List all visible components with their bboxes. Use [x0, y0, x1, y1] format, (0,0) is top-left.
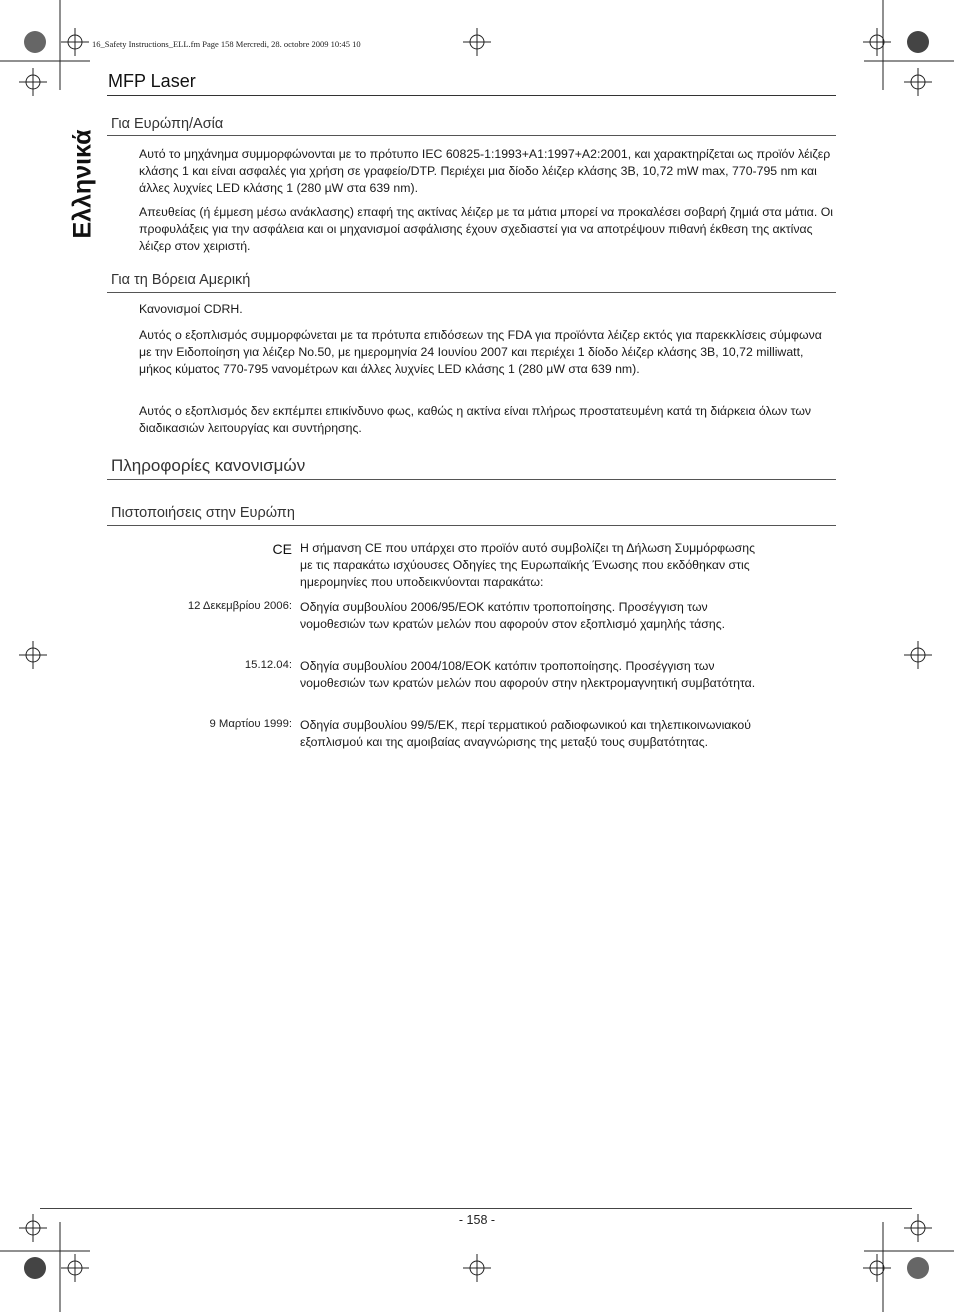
paragraph-text: Αυτό το μηχάνημα συμμορφώνονται με το πρότυπο IEC 60825-1:1993+A1:1997+A2:2001, και χαρακτηρίζεται ως προϊόν λέιζερ κλάσης 1 και είναι ασφαλές για χρήση σε γραφείο/DTP. Περιέχει μια δίοδο λέιζερ κλάσης 3B, 10,72 mW max, 770-795 nm και άλλες λυχνίες LED κλάσης 1 (280 µW στα 639 nm). — [139, 147, 831, 195]
section-rule — [107, 135, 836, 136]
ce-mark: CE — [272, 541, 292, 557]
language-label: Ελληνικά — [68, 129, 97, 239]
directive-text: Οδηγία συμβουλίου 2006/95/ΕΟΚ κατόπιν τροποποίησης. Προσέγγιση των νομοθεσιών των κρατών μελών που αφορούν στον εξοπλισμό χαμηλής τάσης. — [300, 600, 726, 631]
directive-date: 15.12.04: — [244, 659, 292, 671]
language-side-tab — [58, 128, 108, 240]
ce-description: Η σήμανση CE που υπάρχει στο προϊόν αυτό συμβολίζει τη Δήλωση Συμμόρφωσης με τις παρακάτω ισχύουσες Οδηγίες της Ευρωπαϊκής Ένωσης που εκδόθηκαν στις ημερομηνίες που υποδεικνύονται παρακάτω: — [300, 541, 756, 589]
paragraph — [139, 327, 835, 377]
paragraph — [139, 146, 835, 196]
directive-text: Οδηγία συμβουλίου 2004/108/ΕΟΚ κατόπιν τροποποίησης. Προσέγγιση των νομοθεσιών των κρατών μελών που αφορούν στην ηλεκτρομαγνητική συμβατότητα. — [300, 659, 756, 690]
paragraph-text: Κανονισμοί CDRH. — [139, 302, 243, 316]
paragraph — [139, 301, 835, 318]
footer-rule — [40, 1208, 912, 1209]
heading-certifications: Πιστοποιήσεις στην Ευρώπη — [111, 505, 295, 521]
header-title: MFP Laser — [108, 71, 196, 91]
file-slug: 16_Safety Instructions_ELL.fm Page 158 Mercredi, 28. octobre 2009 10:45 10 — [92, 39, 361, 49]
directive-text: Οδηγία συμβουλίου 99/5/ΕΚ, περί τερματικού ραδιοφωνικού και τηλεπικοινωνιακού εξοπλισμού και της αμοιβαίας αναγνώρισης της μεταξύ τους συμβατότητας. — [300, 718, 751, 749]
paragraph — [139, 204, 835, 254]
section-rule — [107, 292, 836, 293]
paragraph — [139, 403, 835, 437]
paragraph-text: Απευθείας (ή έμμεση μέσω ανάκλασης) επαφή της ακτίνας λέιζερ με τα μάτια μπορεί να προκαλέσει σοβαρή ζημιά στα μάτια. Οι προφυλάξεις για την ασφάλεια και οι μηχανισμοί ασφάλισης έχουν σχεδιαστεί για να αποτρέψουν πιθανή έκθεση της ακτίνας λέιζερ στον χειριστή. — [139, 205, 834, 253]
heading-regulatory: Πληροφορίες κανονισμών — [111, 456, 306, 475]
header-rule — [107, 95, 836, 96]
section-rule — [107, 479, 836, 480]
paragraph-text: Αυτός ο εξοπλισμός συμμορφώνεται με τα πρότυπα επιδόσεων της FDA για προϊόντα λέιζερ εκτός για παρεκκλίσεις σύμφωνα με την Ειδοποίηση για λέιζερ No.50, με ημερομηνία 24 Ιουνίου 2007 και περιέχει 1 δίοδο λέιζερ κλάσης 3B, 10,72 milliwatt, μήκος κύματος 770-795 νανομέτρων και άλλες λυχνίες LED κλάσης 1 (280 µW στα 639 nm). — [139, 328, 822, 376]
paragraph-text: Αυτός ο εξοπλισμός δεν εκπέμπει επικίνδυνο φως, καθώς η ακτίνα είναι πλήρως προστατευμένη κατά τη διάρκεια όλων των διαδικασιών λειτουργίας και συντήρησης. — [139, 404, 812, 435]
heading-north-america: Για τη Βόρεια Αμερική — [111, 272, 251, 288]
section-rule — [107, 525, 836, 526]
heading-europe-asia: Για Ευρώπη/Ασία — [111, 116, 224, 132]
page-number: - 158 - — [458, 1213, 496, 1227]
directive-date: 9 Μαρτίου 1999: — [209, 718, 292, 730]
directive-date: 12 Δεκεμβρίου 2006: — [187, 600, 292, 612]
